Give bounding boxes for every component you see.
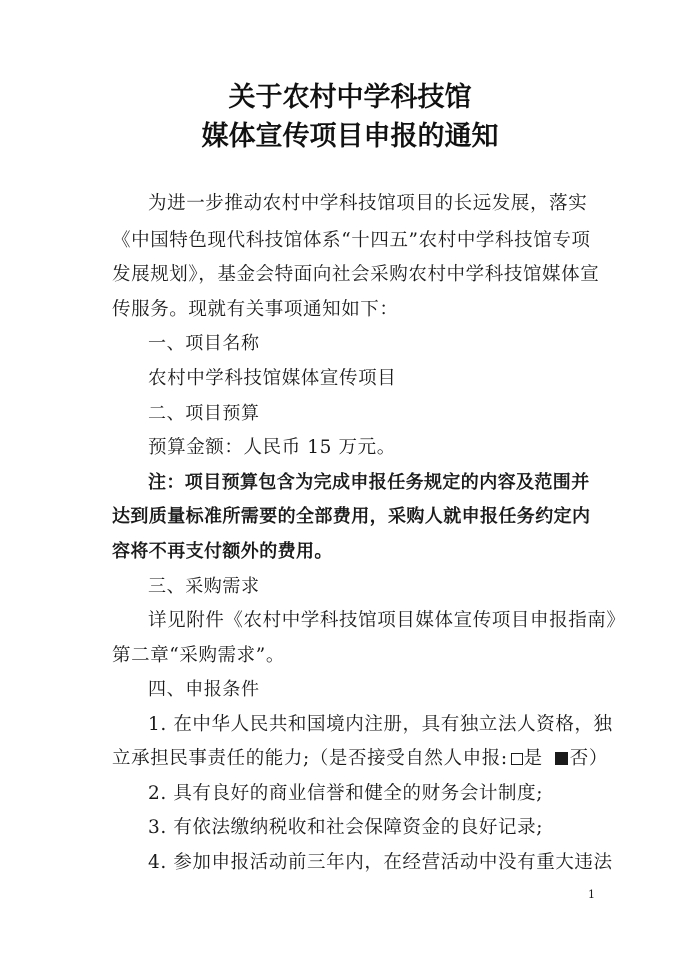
title-line-1: 关于农村中学科技馆 xyxy=(228,82,472,113)
section-3-body-line-1: 详见附件《农村中学科技馆项目媒体宣传项目申报指南》 xyxy=(148,610,626,631)
page-number: 1 xyxy=(588,888,595,901)
section-2-note-line-1: 注：项目预算包含为完成申报任务规定的内容及范围并 xyxy=(148,472,590,493)
section-2-note-line-3: 容将不再支付额外的费用。 xyxy=(112,541,333,562)
unchecked-box-icon xyxy=(511,753,523,765)
section-2-budget: 预算金额：人民币 15 万元。 xyxy=(148,437,396,458)
intro-line-3: 发展规划》，基金会特面向社会采购农村中学科技馆媒体宣 xyxy=(112,264,600,285)
intro-line-4: 传服务。现就有关事项通知如下： xyxy=(112,299,399,320)
section-2-note-line-2: 达到质量标准所需要的全部费用，采购人就申报任务约定内 xyxy=(112,506,591,527)
condition-4-line-1: 4. 参加申报活动前三年内，在经营活动中没有重大违法 xyxy=(148,852,613,873)
section-1-heading: 一、项目名称 xyxy=(148,333,260,354)
intro-line-1: 为进一步推动农村中学科技馆项目的长远发展，落实 xyxy=(148,193,588,214)
option-no-label: 否） xyxy=(569,748,608,769)
option-yes-label: 是 xyxy=(523,748,543,769)
section-4-heading: 四、申报条件 xyxy=(148,679,260,700)
condition-1-line-1: 1. 在中华人民共和国境内注册，具有独立法人资格，独 xyxy=(148,714,613,735)
section-3-heading: 三、采购需求 xyxy=(148,576,260,597)
condition-2: 2. 具有良好的商业信誉和健全的财务会计制度; xyxy=(148,783,544,804)
condition-3: 3. 有依法缴纳税收和社会保障资金的良好记录; xyxy=(148,817,544,838)
section-2-heading: 二、项目预算 xyxy=(148,403,260,424)
checked-box-icon xyxy=(555,752,568,765)
title-line-2: 媒体宣传项目申报的通知 xyxy=(201,121,499,152)
section-1-body: 农村中学科技馆媒体宣传项目 xyxy=(148,368,397,389)
condition-1-line-2 xyxy=(112,747,608,771)
condition-1-text: 立承担民事责任的能力;（是否接受自然人申报: xyxy=(112,748,508,769)
intro-line-2: 《中国特色现代科技馆体系“十四五”农村中学科技馆专项 xyxy=(112,230,591,251)
section-3-body-line-2: 第二章“采购需求”。 xyxy=(112,645,285,666)
